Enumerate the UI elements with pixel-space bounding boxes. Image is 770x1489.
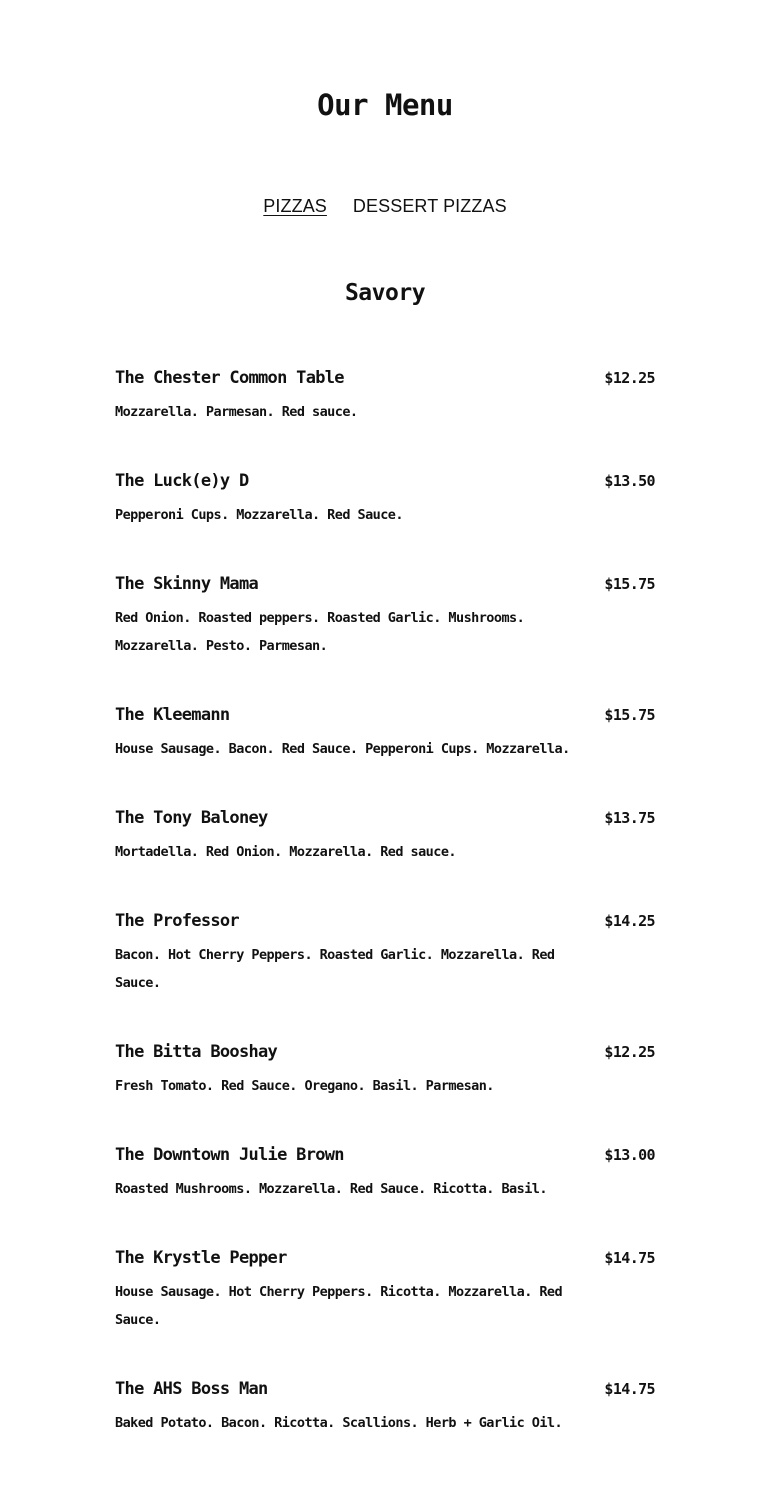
menu-item-header: [115, 366, 655, 390]
menu-item-price: $14.25: [604, 912, 655, 930]
menu-item: [115, 1377, 655, 1437]
menu-item: [115, 1246, 655, 1334]
menu-item: [115, 366, 655, 426]
menu-item-header: [115, 1143, 655, 1167]
tab-pizzas[interactable]: PIZZAS: [263, 196, 327, 216]
menu-item-description: House Sausage. Bacon. Red Sauce. Pepperoni Cups. Mozzarella.: [115, 741, 570, 757]
menu-item-name: The Professor: [115, 911, 239, 931]
menu-item-header: [115, 703, 655, 727]
menu-item-header: [115, 806, 655, 830]
menu-item-header: [115, 909, 655, 933]
menu-item-name: The Luck(e)y D: [115, 471, 249, 491]
menu-item-description: Mozzarella. Parmesan. Red sauce.: [115, 404, 358, 420]
menu-item-name: The Bitta Booshay: [115, 1042, 278, 1062]
menu-item-header: [115, 1040, 655, 1064]
menu-item-name: The Krystle Pepper: [115, 1248, 287, 1268]
menu-item-price: $12.25: [604, 1043, 655, 1061]
menu-item-price: $12.25: [604, 369, 655, 387]
menu-item-description: House Sausage. Hot Cherry Peppers. Ricotta. Mozzarella. Red Sauce.: [115, 1284, 563, 1328]
menu-item-description: Bacon. Hot Cherry Peppers. Roasted Garlic. Mozzarella. Red Sauce.: [115, 947, 555, 991]
menu-item-name: The Tony Baloney: [115, 808, 268, 828]
menu-item-price: $13.00: [604, 1146, 655, 1164]
menu-item-description: Pepperoni Cups. Mozzarella. Red Sauce.: [115, 507, 403, 523]
menu-tabs: [0, 193, 770, 219]
menu-item-name: The Chester Common Table: [115, 368, 344, 388]
menu-item-price: $14.75: [604, 1380, 655, 1398]
menu-item-name: The Skinny Mama: [115, 574, 259, 594]
menu-item: [115, 1143, 655, 1203]
section-title: Savory: [344, 280, 426, 306]
menu-item-price: $15.75: [604, 575, 655, 593]
menu-item-description: Red Onion. Roasted peppers. Roasted Garlic. Mushrooms. Mozzarella. Pesto. Parmesan.: [115, 610, 525, 654]
menu-item-header: [115, 1377, 655, 1401]
menu-item-description: Mortadella. Red Onion. Mozzarella. Red sauce.: [115, 844, 456, 860]
menu-item-header: [115, 572, 655, 596]
tab-dessert-pizzas[interactable]: DESSERT PIZZAS: [352, 196, 507, 216]
menu-item-description: Baked Potato. Bacon. Ricotta. Scallions. Herb + Garlic Oil.: [115, 1415, 563, 1431]
menu-list: [115, 366, 655, 1480]
menu-item-header: [115, 1246, 655, 1270]
menu-item-name: The Downtown Julie Brown: [115, 1145, 344, 1165]
menu-item-price: $13.75: [604, 809, 655, 827]
menu-item-description: Fresh Tomato. Red Sauce. Oregano. Basil. Parmesan.: [115, 1078, 494, 1094]
menu-item-price: $15.75: [604, 706, 655, 724]
menu-item: [115, 1040, 655, 1100]
menu-item: [115, 572, 655, 660]
menu-item: [115, 703, 655, 763]
menu-item-price: $13.50: [604, 472, 655, 490]
menu-item-name: The AHS Boss Man: [115, 1379, 268, 1399]
page-title: Our Menu: [317, 88, 453, 122]
menu-item-price: $14.75: [604, 1249, 655, 1267]
menu-item-name: The Kleemann: [115, 705, 230, 725]
menu-item-description: Roasted Mushrooms. Mozzarella. Red Sauce. Ricotta. Basil.: [115, 1181, 547, 1197]
menu-item: [115, 806, 655, 866]
menu-item: [115, 909, 655, 997]
menu-item: [115, 469, 655, 529]
menu-item-header: [115, 469, 655, 493]
